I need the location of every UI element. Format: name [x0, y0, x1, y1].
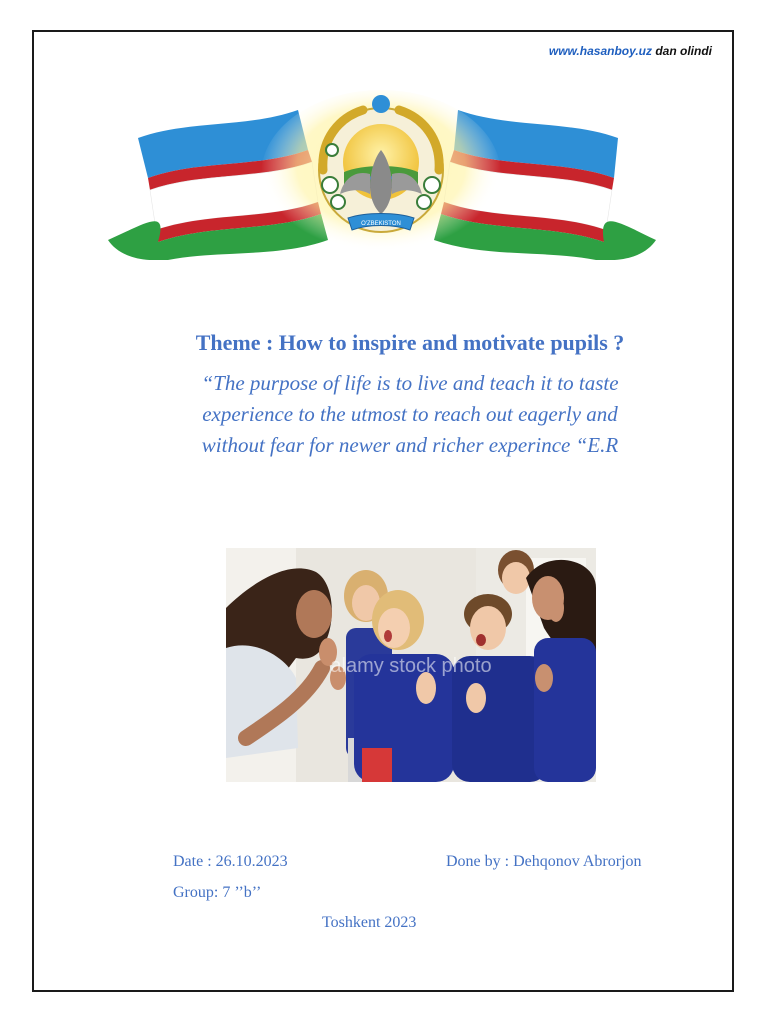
source-link[interactable]: www.hasanboy.uz	[548, 44, 652, 58]
quote	[140, 368, 680, 461]
emblem-ribbon-text: O'ZBEKISTON	[361, 221, 401, 227]
state-emblem-banner	[108, 90, 656, 260]
quote-line: without fear for newer and richer experince “E.R	[201, 433, 619, 457]
date-text: Date : 26.10.2023	[173, 853, 288, 870]
city-year-text: Toshkent 2023	[322, 914, 417, 931]
classroom-photo	[226, 548, 596, 782]
quote-line: “The purpose of life is to live and teach it to taste	[201, 371, 619, 395]
source-suffix: dan olindi	[652, 44, 712, 58]
group-text: Group: 7 ’’b’’	[173, 884, 262, 901]
author-text: Done by : Dehqonov Abrorjon	[446, 853, 642, 870]
photo-watermark: alamy stock photo	[330, 655, 492, 677]
theme-title: Theme : How to inspire and motivate pupils ?	[195, 330, 625, 355]
source-note	[549, 44, 712, 58]
quote-line: experience to the utmost to reach out eagerly and	[202, 402, 618, 426]
child-figure	[526, 560, 596, 782]
